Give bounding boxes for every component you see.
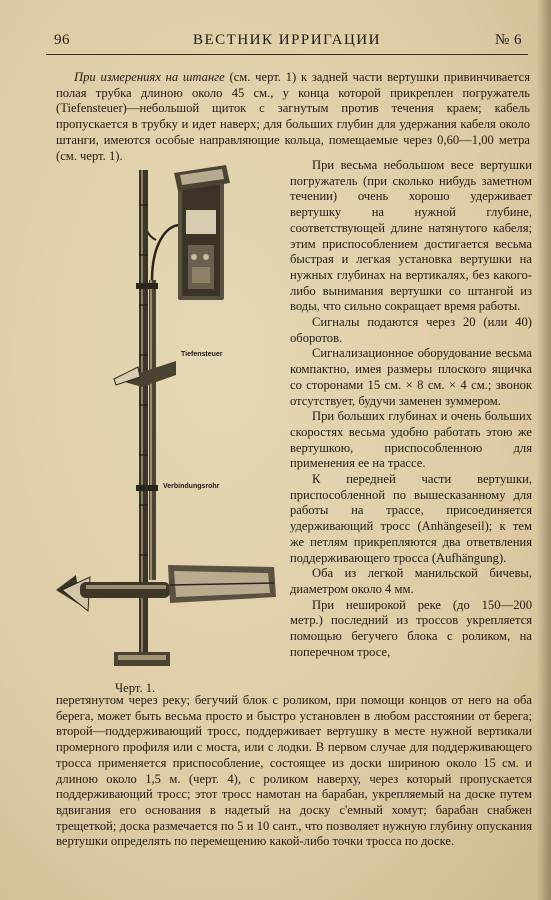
right-paragraph: При неширокой реке (до 150—200 метр.) последний из троссов укрепляется помощью бегучего блока с роликом, на поперечном тросе, xyxy=(290,597,532,659)
right-paragraph: Оба из легкой манильской бичевы, диаметром около 4 мм. xyxy=(290,566,532,596)
page-edge-shadow xyxy=(537,0,551,900)
figure-current-meter-rod xyxy=(46,165,284,685)
current-meter-illustration xyxy=(46,165,284,685)
figure-caption: Черт. 1. xyxy=(115,681,156,695)
intro-lead: При измерениях на штанге xyxy=(74,70,225,84)
issue-number: № 6 xyxy=(494,32,522,48)
label-verbindungsrohr: Verbindungsrohr xyxy=(163,483,220,490)
right-paragraph: Сигнализационное оборудование весьма компактно, имея размеры плоского ящичка со сторонами 15 см. × 8 см. × 4 см.; звонок отсутствует, будучи заменен зуммером. xyxy=(290,346,532,408)
right-paragraph: Сигналы подаются через 20 (или 40) оборотов. xyxy=(290,315,532,345)
page-number: 96 xyxy=(54,32,70,48)
header-rule xyxy=(46,54,528,55)
intro-text: (см. черт. 1) к задней части вертушки привинчивается полая трубка длиною около 45 см., у конца которой прикреплен погружатель (Tiefensteuer)—небольшой щиток с загнутым против течения краем; кабель пропускается в трубку и идет наверх; для больших глубин для удержания кабеля около штанги, имеются особые направляющие кольца, помещаемые через 0,60—1,00 метра (см. черт. 1). xyxy=(56,70,530,163)
bottom-paragraph: перетянутом через реку; бегучий блок с роликом, при помощи концов от него на оба берега, может быть весьма просто и быстро установлен в любом расстоянии от берега; второй—поддерживающий тросс, поддерживает вертушку в месте нужной вертикали промерного профиля или с моста, или с лодки. В первом случае для поддерживающего тросса применяется приспособление, состоящее из доски шириною около 15 см. и длиною около 1,5 м. (черт. 4), с роликом наверху, через который пропускается поддерживающий тросс; этот тросс намотан на барабан, укрепляемый на доске путем вдвигания его основания в надетый на доску с'емный хомут; барабан снабжен трещеткой; доска размечается по 5 и 10 сант., что позволяет нужную глубину опускания вертушки определять по перемещению какой-либо точки тросса по доске. xyxy=(56,693,532,849)
right-paragraph: При больших глубинах и очень больших скоростях весьма удобно работать этою же вертушкою, приспособленною для применения ее на трассе. xyxy=(290,409,532,471)
journal-title: ВЕСТНИК ИРРИГАЦИИ xyxy=(193,32,381,48)
right-paragraph: К передней части вертушки, приспособленной по вышесказанному для работы на трассе, присоединяется удерживающий тросс (Anhängeseil); к тем же петлям прикрепляются два ответвления поддерживающего тросса (Aufhängung). xyxy=(290,472,532,565)
intro-paragraph xyxy=(56,70,530,164)
battery-box xyxy=(178,175,224,300)
running-header xyxy=(48,32,526,52)
right-column-text xyxy=(290,158,532,661)
label-tiefensteuer: Tiefensteuer xyxy=(181,351,223,358)
right-paragraph: При весьма небольшом весе вертушки погружатель (при сколько нибудь заметном течении) очень хорошо удерживает вертушку на нужной глубине, соответствующей длине натянутого кабеля; этим приспособлением достигается весьма быстрая и легкая установка вертушки на нужных глубинах на вертикалях, без какого-либо вынимания вертушки со штангой из воды, что сильно сокращает время работы. xyxy=(290,158,532,314)
propeller-meter xyxy=(56,565,276,611)
